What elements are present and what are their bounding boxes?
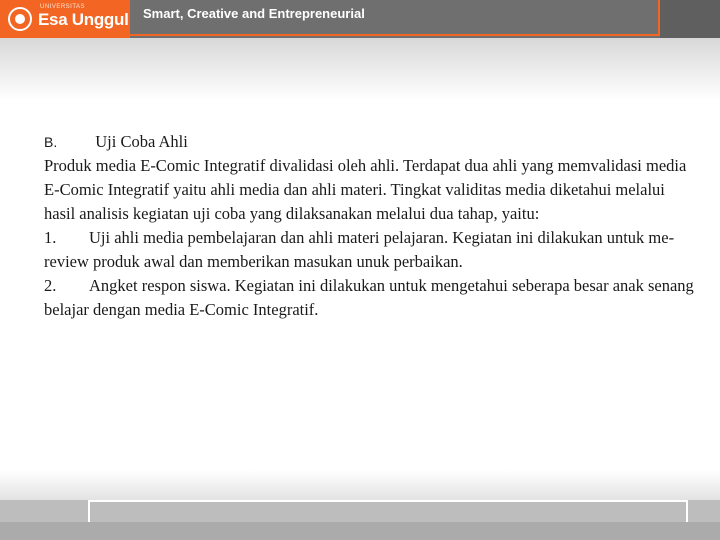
logo-caption: UNIVERSITAS (40, 4, 86, 10)
university-emblem-icon (8, 7, 32, 31)
list-item (44, 226, 694, 274)
list-text: Angket respon siswa. Kegiatan ini dilakukan untuk mengetahui seberapa besar anak senang belajar dengan media E-Comic Integratif. (44, 276, 694, 319)
list-number: 1. (44, 228, 57, 247)
list-text: Uji ahli media pembelajaran dan ahli materi pelajaran. Kegiatan ini dilakukan untuk me-review produk awal dan memberikan masukan unuk perbaikan. (44, 228, 675, 271)
section-letter: B. (44, 134, 58, 150)
footer-strip (0, 522, 720, 540)
section-title: Uji Coba Ahli (95, 132, 188, 151)
footer-divider (88, 500, 688, 502)
intro-paragraph: Produk media E-Comic Integratif divalidasi oleh ahli. Terdapat dua ahli yang memvalidasi media E-Comic Integratif yaitu ahli media dan ahli materi. Tingkat validitas media diketahui melalui hasil analisis kegiatan uji coba yang dilaksanakan melalui dua tahap, yaitu: (44, 156, 687, 223)
tagline: Smart, Creative and Entrepreneurial (143, 6, 365, 21)
header-shadow-band (0, 38, 720, 100)
header-corner (660, 0, 720, 38)
list-number: 2. (44, 276, 57, 295)
logo-text: Esa Unggul (38, 10, 129, 29)
list-item (44, 274, 694, 322)
logo (0, 0, 130, 38)
header-bar (0, 0, 720, 38)
section-heading (44, 130, 694, 154)
slide-body (44, 130, 694, 322)
footer-divider-left (88, 500, 90, 524)
header-divider (130, 34, 660, 36)
